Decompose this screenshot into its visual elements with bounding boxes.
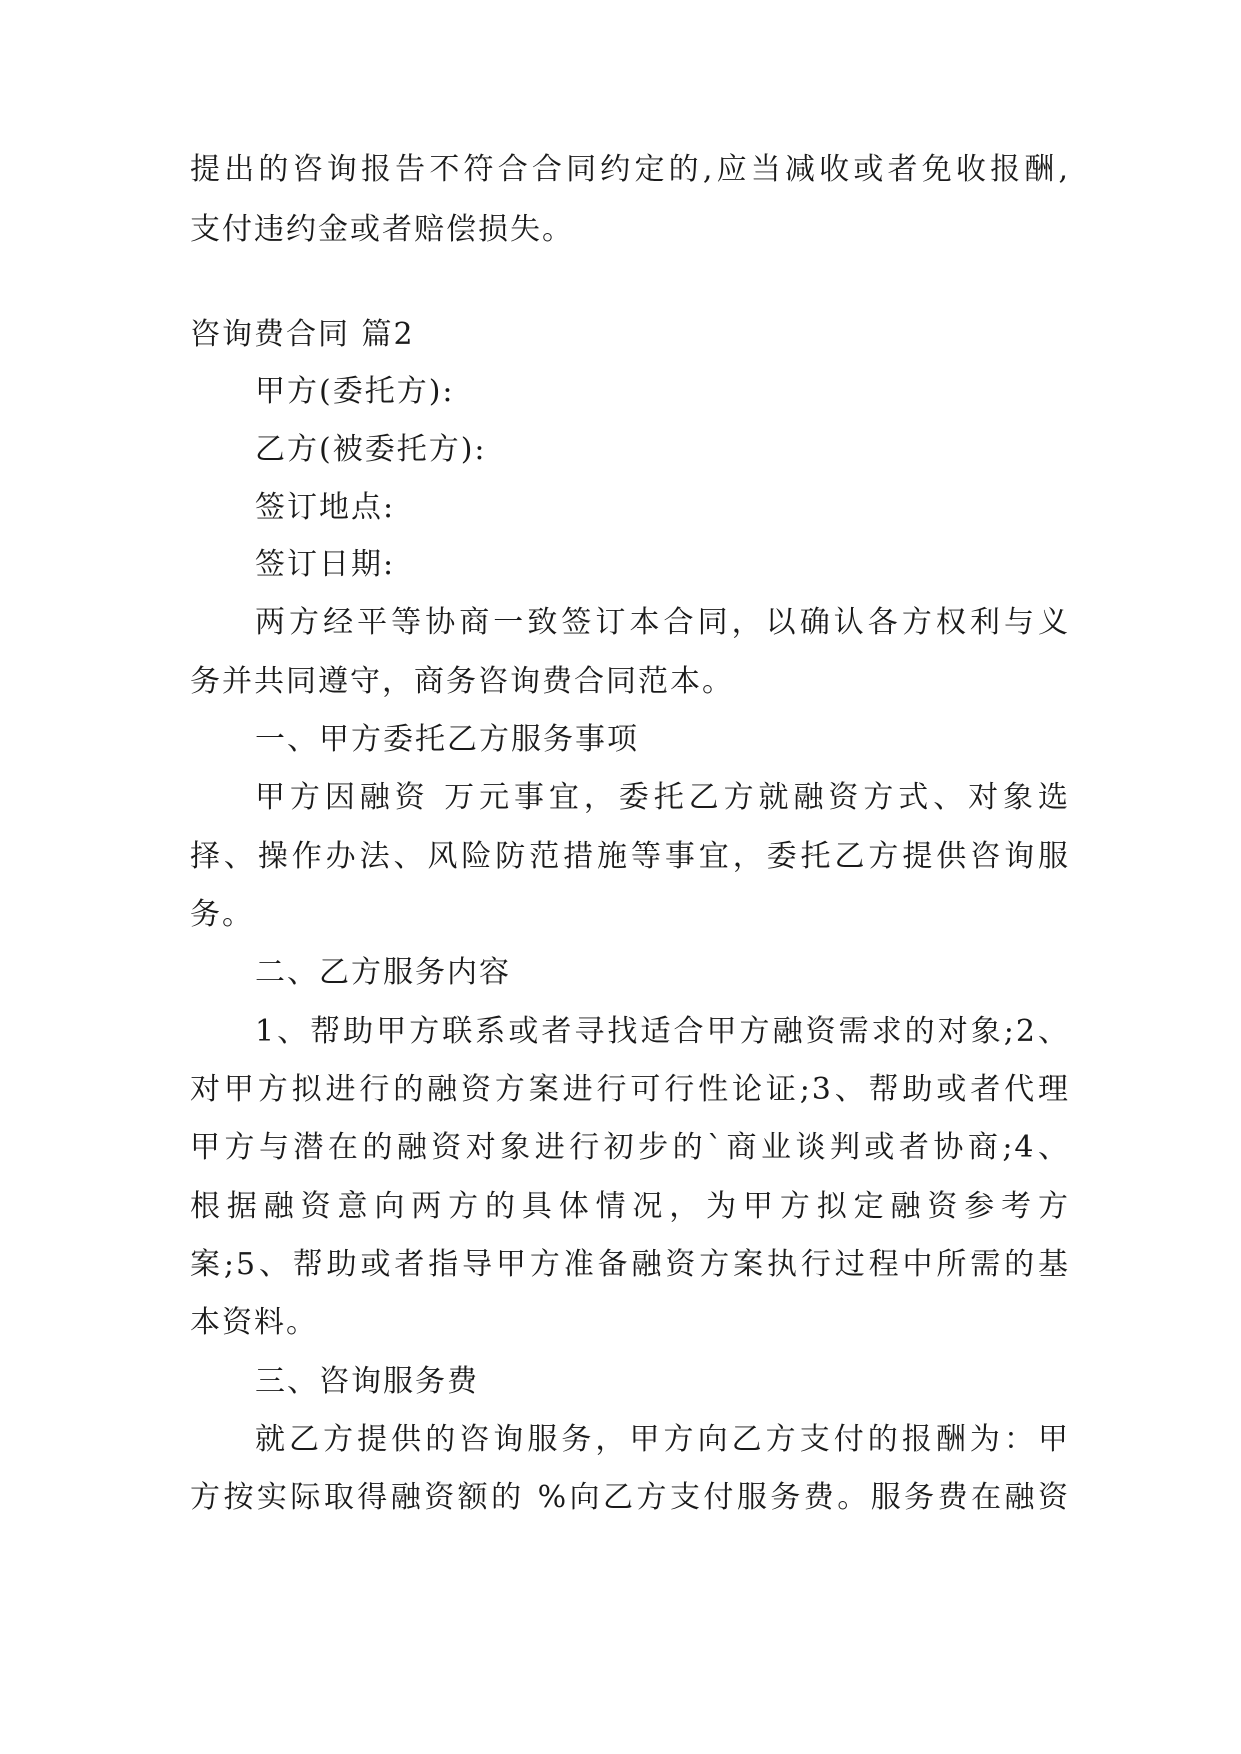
signing-date-field: 签订日期: [255, 547, 396, 582]
text-line: 甲方与潜在的融资对象进行初步的`商业谈判或者协商;4、 [190, 1130, 1070, 1165]
text-line: 支付违约金或者赔偿损失。 [190, 212, 574, 247]
text-line: 本资料。 [190, 1305, 318, 1340]
text-line: 两方经平等协商一致签订本合同，以确认各方权利与义 [255, 605, 1070, 640]
text-line: 根据融资意向两方的具体情况，为甲方拟定融资参考方 [190, 1189, 1070, 1224]
party-b-field: 乙方(被委托方): [255, 432, 487, 467]
clause-heading: 三、咨询服务费 [255, 1364, 479, 1399]
text-line: 案;5、帮助或者指导甲方准备融资方案执行过程中所需的基 [190, 1247, 1070, 1282]
text-line: 对甲方拟进行的融资方案进行可行性论证;3、帮助或者代理 [190, 1072, 1070, 1107]
text-line: 务并共同遵守，商务咨询费合同范本。 [190, 664, 734, 699]
text-line: 务。 [190, 897, 254, 932]
text-line: 提出的咨询报告不符合合同约定的,应当减收或者免收报酬, [190, 152, 1070, 187]
section-heading: 咨询费合同 篇2 [190, 317, 415, 352]
clause-heading: 一、甲方委托乙方服务事项 [255, 722, 639, 757]
signing-place-field: 签订地点: [255, 490, 396, 525]
clause-heading: 二、乙方服务内容 [255, 955, 511, 990]
party-a-field: 甲方(委托方): [255, 374, 455, 409]
text-line: 甲方因融资 万元事宜，委托乙方就融资方式、对象选 [255, 780, 1070, 815]
text-line: 就乙方提供的咨询服务，甲方向乙方支付的报酬为：甲 [255, 1422, 1070, 1457]
text-line: 择、操作办法、风险防范措施等事宜，委托乙方提供咨询服 [190, 839, 1070, 874]
text-line: 方按实际取得融资额的 %向乙方支付服务费。服务费在融资 [190, 1480, 1070, 1515]
text-line: 1、帮助甲方联系或者寻找适合甲方融资需求的对象;2、 [255, 1014, 1070, 1049]
